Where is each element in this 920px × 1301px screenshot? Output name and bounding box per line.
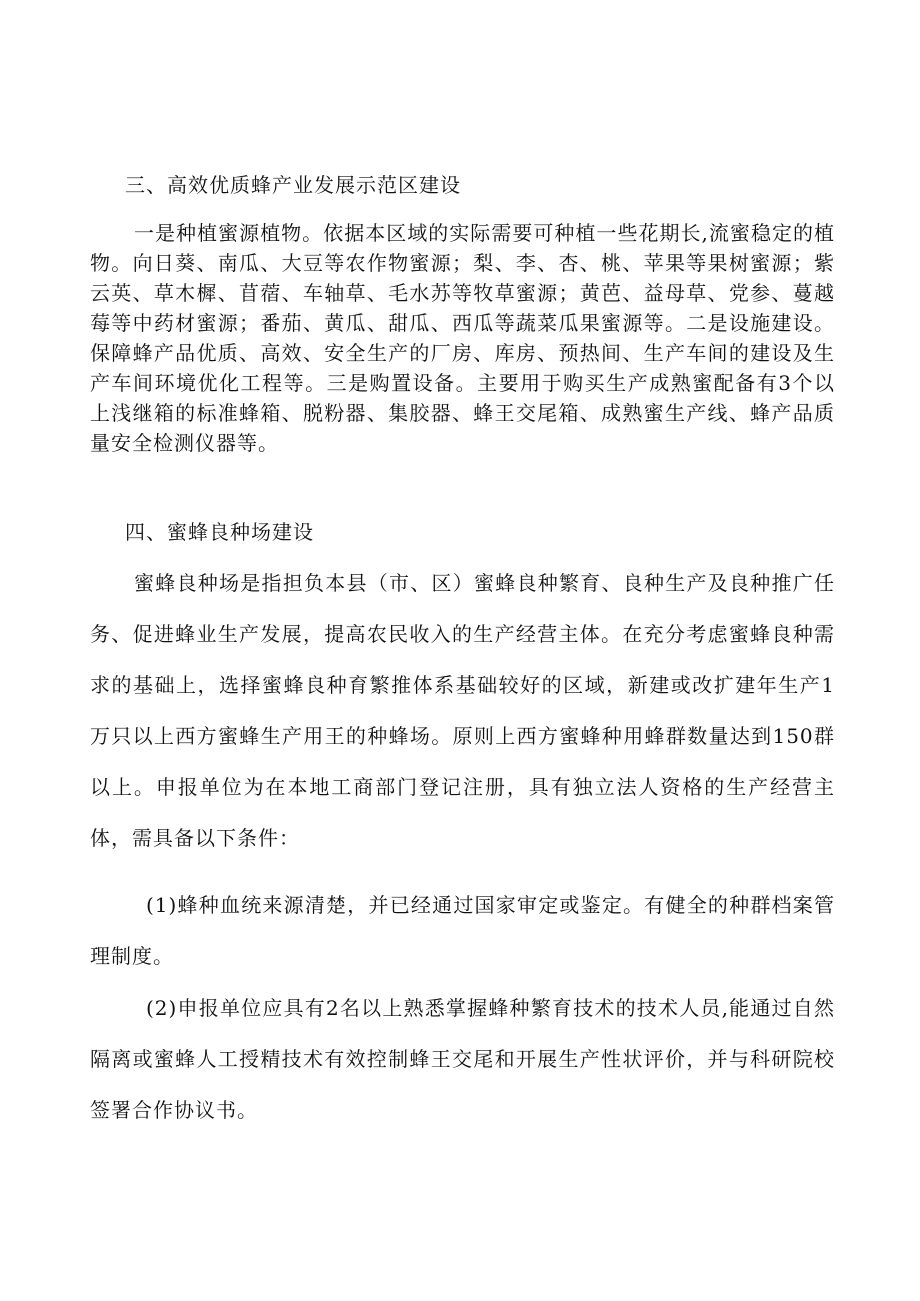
condition-text: (1)蜂种血统来源清楚，并已经通过国家审定或鉴定。有健全的种群档案管理制度。 bbox=[90, 893, 835, 968]
section-body-demonstration-zone bbox=[90, 218, 835, 458]
section-heading-demonstration-zone: 三、高效优质蜂产业发展示范区建设 bbox=[125, 173, 461, 197]
condition-text: (2)申报单位应具有2名以上熟悉掌握蜂种繁育技术的技术人员,能通过自然隔离或蜜蜂人工授精技术有效控制蜂王交尾和开展生产性状评价，并与科研院校签署合作协议书。 bbox=[90, 996, 835, 1122]
section-body-breeding-farm bbox=[90, 558, 835, 864]
condition-item-1 bbox=[90, 880, 835, 982]
paragraph-breeding-farm: 蜜蜂良种场是指担负本县（市、区）蜜蜂良种繁育、良种生产及良种推广任务、促进蜂业生产发展，提高农民收入的生产经营主体。在充分考虑蜜蜂良种需求的基础上，选择蜜蜂良种育繁推体系基础较好的区域，新建或改扩建年生产1万只以上西方蜜蜂生产用王的种蜂场。原则上西方蜜蜂种用蜂群数量达到150群以上。申报单位为在本地工商部门登记注册，具有独立法人资格的生产经营主体，需具备以下条件： bbox=[90, 571, 835, 850]
condition-item-2 bbox=[90, 983, 835, 1136]
section-heading-breeding-farm: 四、蜜蜂良种场建设 bbox=[125, 520, 314, 544]
paragraph-demonstration-zone: 一是种植蜜源植物。依据本区域的实际需要可种植一些花期长,流蜜稳定的植物。向日葵、南瓜、大豆等农作物蜜源；梨、李、杏、桃、苹果等果树蜜源；紫云英、草木樨、苜蓿、车轴草、毛水苏等牧草蜜源；黄芭、益母草、党参、蔓越莓等中药材蜜源；番茄、黄瓜、甜瓜、西瓜等蔬菜瓜果蜜源等。二是设施建设。保障蜂产品优质、高效、安全生产的厂房、库房、预热间、生产车间的建设及生产车间环境优化工程等。三是购置设备。主要用于购买生产成熟蜜配备有3个以上浅继箱的标准蜂箱、脱粉器、集胶器、蜂王交尾箱、成熟蜜生产线、蜂产品质量安全检测仪器等。 bbox=[90, 221, 835, 455]
